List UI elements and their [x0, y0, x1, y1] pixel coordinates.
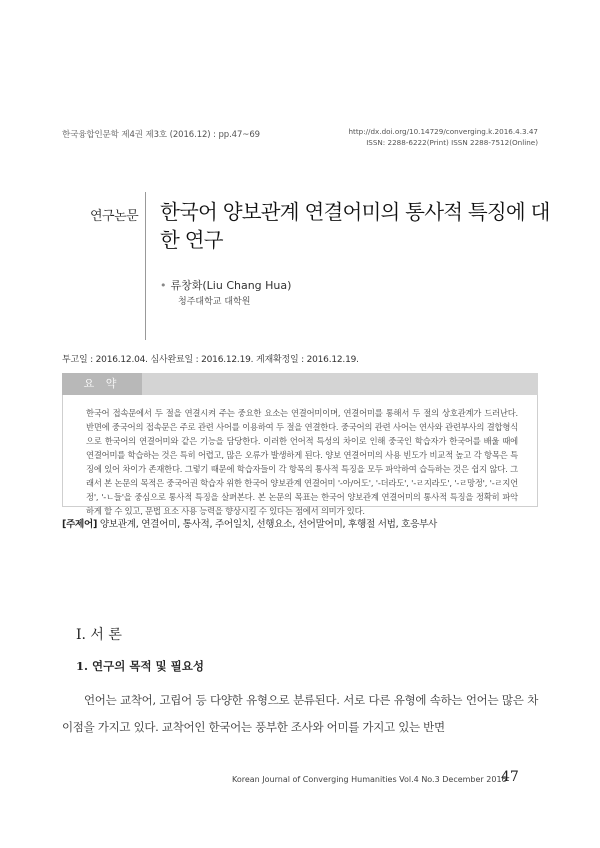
- doi-block: [348, 126, 538, 148]
- paragraph-text: 언어는 교착어, 고립어 등 다양한 유형으로 분류된다. 서로 다른 유형에 속하는 언어는 많은 차이점을 가지고 있다. 교착어인 한국어는 풍부한 조사와 어미를 가지고 있는 반면: [62, 693, 538, 734]
- bullet-icon: •: [160, 279, 167, 292]
- article-category: 연구논문: [90, 209, 139, 224]
- journal-reference: 한국융합인문학 제4권 제3호 (2016.12) : pp.47~69: [62, 130, 260, 140]
- keywords-row: [62, 516, 538, 530]
- article-title: 한국어 양보관계 연결어미의 통사적 특징에 대한 연구: [160, 200, 550, 252]
- keywords-label: [주제어]: [62, 519, 98, 530]
- abstract-label: 요 약: [62, 373, 142, 395]
- submission-dates: 투고일 : 2016.12.04. 심사완료일 : 2016.12.19. 게재확정일 : 2016.12.19.: [62, 355, 359, 365]
- title-divider: [145, 192, 146, 340]
- body-paragraph: [62, 687, 538, 741]
- author-name: 류창화(Liu Chang Hua): [170, 279, 292, 292]
- abstract-text: 한국어 접속문에서 두 절을 연결시켜 주는 중요한 요소는 연결어미이며, 연결어미를 통해서 두 절의 상호관계가 드러난다. 반면에 중국어의 접속문은 주로 관련 사어를 이용하여 두 절을 연결한다. 중국어의 관련 사어는 연사와 관련부사의 결합형식으로 한국어의 연결어미와 같은 기능을 담당한다. 이러한 언어적 특성의 차이로 인해 중국인 학습자가 한국어를 배울 때에 연결어미를 학습하는 것은 특히 어렵고, 많은 오류가 발생하게 된다. 양보 연결어미의 사용 빈도가 비교적 높고 각 항목은 특징에 있어 차이가 존재한다. 그렇기 때문에 학습자들이 각 항목의 통사적 특징을 모두 파악하여 습득하는 것은 쉽지 않다. 그래서 본 논문의 목적은 중국어권 학습자 위한 한국어 양보관계 연결어미 '-아/어도', '-더라도', '-ㄹ지라도', '-ㄹ망정', '-ㄹ지언정', '-ㄴ들'을 중심으로 통사적 특징을 살펴본다. 본 논문의 목표는 한국어 양보관계 연결어미의 통사적 특징을 정확히 파악하게 할 수 있고, 문법 요소 사용 능력을 향상시킬 수 있다는 점에서 의미가 있다.: [86, 408, 518, 516]
- page-number: 47: [501, 769, 519, 785]
- author-row: [160, 277, 291, 293]
- doi-link[interactable]: http://dx.doi.org/10.14729/converging.k.2016.4.3.47: [348, 127, 538, 136]
- section-heading: Ⅰ. 서 론: [76, 627, 122, 643]
- keywords-text: 양보관계, 연결어미, 통사적, 주어일치, 선행요소, 선어말어미, 후행절 서법, 호응부사: [99, 519, 438, 530]
- subsection-heading: 1. 연구의 목적 및 필요성: [76, 659, 204, 673]
- footer-journal: Korean Journal of Converging Humanities Vol.4 No.3 December 2016: [232, 775, 507, 784]
- author-affiliation: 청주대학교 대학원: [178, 297, 251, 307]
- issn-text: ISSN: 2288-6222(Print) ISSN 2288-7512(Online): [366, 138, 538, 147]
